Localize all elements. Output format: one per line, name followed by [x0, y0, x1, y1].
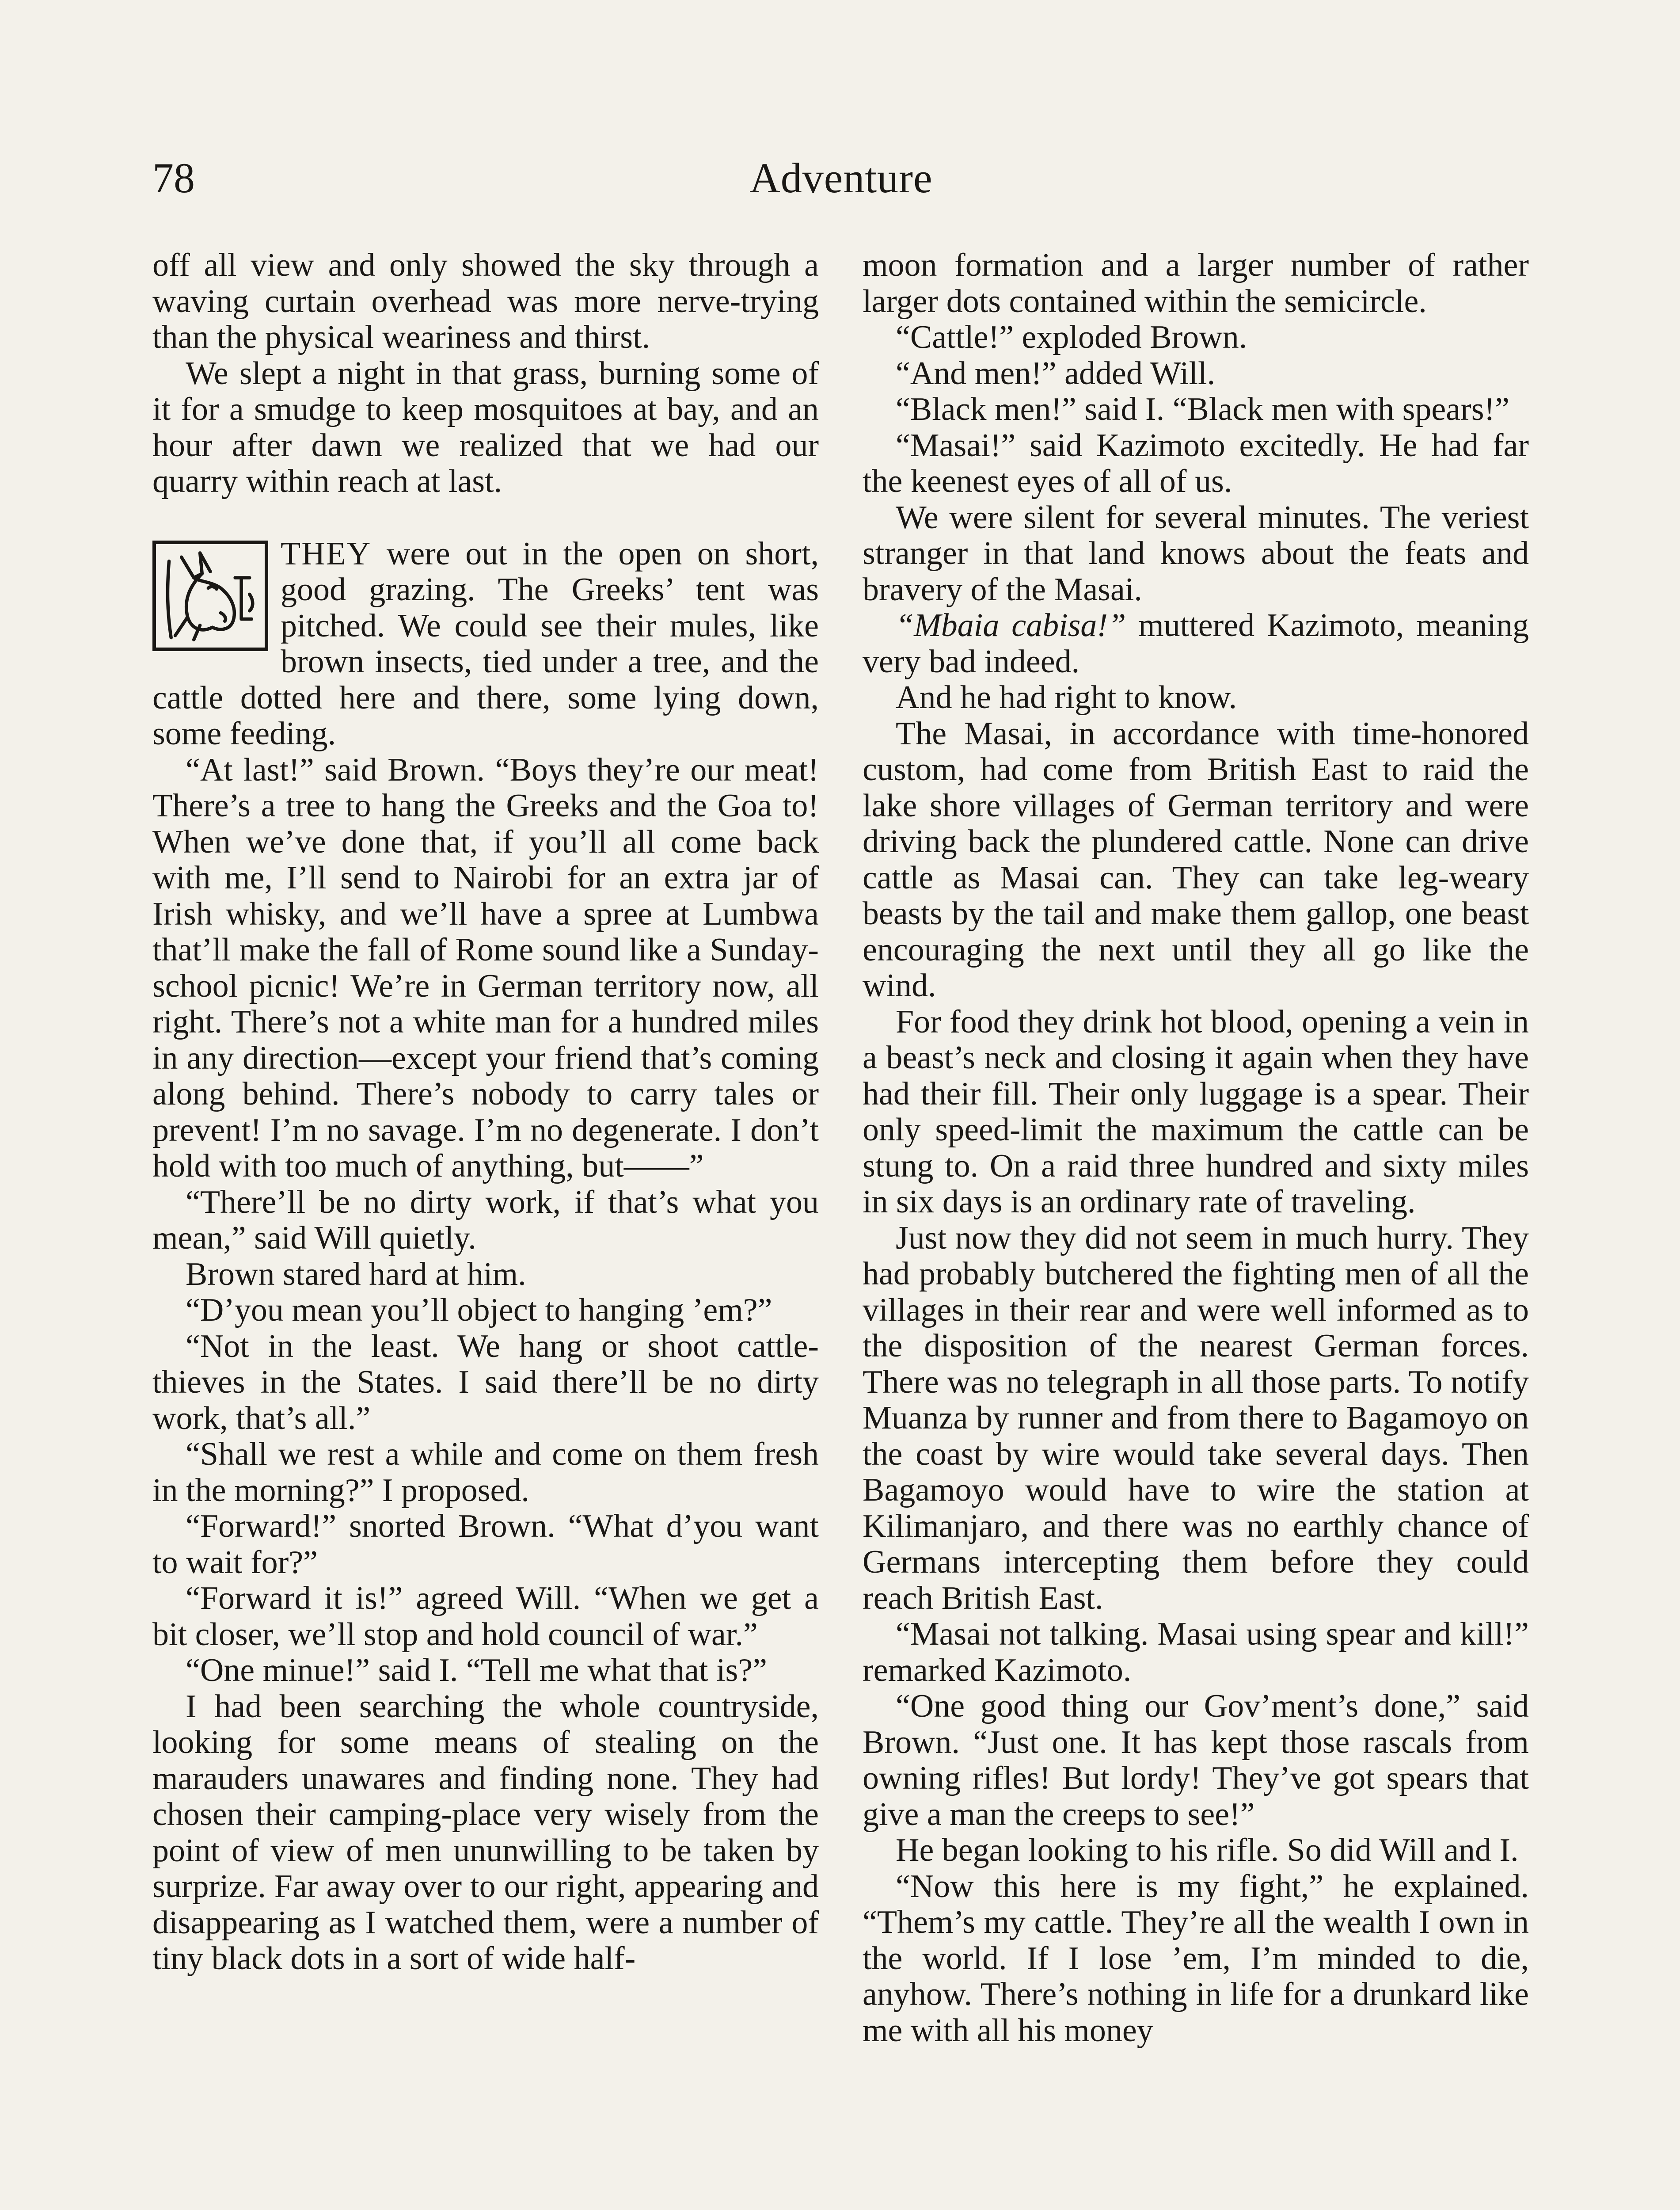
- page-number: 78: [152, 154, 195, 202]
- paragraph: “One good thing our Gov’ment’s done,” said Brown. “Just one. It has kept those rascals from owning rifles! But lordy! They’ve got spears that give a man the creeps to see!”: [863, 1688, 1529, 1833]
- paragraph: “At last!” said Brown. “Boys they’re our meat! There’s a tree to hang the Greeks and the Goa to! When we’ve done that, if you’ll all come back with me, I’ll send to Nairobi for an extra jar of Irish whisky, and we’ll have a spree at Lumbwa that’ll make the fall of Rome sound like a Sunday-school picnic! We’re in German territory now, all right. There’s not a white man for a hundred miles in any direction—except your friend that’s coming along behind. There’s nobody to carry tales or prevent! I’m no savage. I’m no degenerate. I don’t hold with too much of anything, but——”: [152, 751, 819, 1184]
- paragraph: The Masai, in accordance with time-honored custom, had come from British East to raid the lake shore villages of German territory and were driving back the plundered cattle. None can drive cattle as Masai can. They can take leg-weary beasts by the tail and make them gallop, one beast encouraging the next until they all go like the wind.: [863, 715, 1529, 1004]
- section-opening: [152, 536, 819, 752]
- paragraph: For food they drink hot blood, opening a vein in a beast’s neck and closing it again when they have had their fill. Their only luggage is a spear. Their only speed-limit the maximum the cattle can be stung to. On a raid three hundred and sixty miles in six days is an ordinary rate of traveling.: [863, 1003, 1529, 1220]
- paragraph: “Forward!” snorted Brown. “What d’you want to wait for?”: [152, 1508, 819, 1581]
- section-opening-word: THEY: [281, 535, 372, 572]
- paragraph: And he had right to know.: [896, 679, 1237, 716]
- paragraph: “Masai not talking. Masai using spear and kill!” remarked Kazimoto.: [863, 1616, 1529, 1688]
- article-body: [152, 248, 1529, 2210]
- right-column: [863, 248, 1529, 2210]
- paragraph: “Forward it is!” agreed Will. “When we get a bit closer, we’ll stop and hold council of war.”: [152, 1580, 819, 1653]
- paragraph: He began looking to his rifle. So did Will and I.: [896, 1832, 1519, 1868]
- paragraph: off all view and only showed the sky through a waving curtain overhead was more nerve-trying than the physical weariness and thirst.: [152, 247, 819, 355]
- paragraph: [863, 608, 1529, 680]
- paragraph: Just now they did not seem in much hurry. They had probably butchered the fighting men of all the villages in their rear and were well informed as to the disposition of the nearest German forces. There was no telegraph in all those parts. To notify Muanza by runner and from there to Bagamoyo on the coast by wire would take several days. Then Bagamoyo would have to wire the station at Kilimanjaro, and there was no earthly chance of Germans intercepting them before they could reach British East.: [863, 1219, 1529, 1616]
- paragraph: “Cattle!” exploded Brown.: [896, 319, 1247, 355]
- swahili-phrase: “Mbaia cabisa!”: [896, 607, 1126, 644]
- paragraph: We were silent for several minutes. The veriest stranger in that land knows about the feats and bravery of the Masai.: [863, 499, 1529, 608]
- paragraph: “Not in the least. We hang or shoot cattle-thieves in the States. I said there’ll be no dirty work, that’s all.”: [152, 1328, 819, 1436]
- paragraph: “One minue!” said I. “Tell me what that is?”: [186, 1652, 768, 1688]
- section-opening-text: were out in the open on short, good grazing. The Greeks’ tent was pitched. We could see their mules, like brown insects, tied under a tree, and the cattle dotted here and there, some lying down, some feeding.: [152, 535, 819, 752]
- mule-head-icon: [152, 541, 268, 651]
- page-header: [152, 154, 1530, 210]
- paragraph: “And men!” added Will.: [896, 355, 1216, 392]
- paragraph: “Now this here is my fight,” he explained. “Them’s my cattle. They’re all the wealth I own in the world. If I lose ’em, I’m minded to die, anyhow. There’s nothing in life for a drunkard like me with all his money: [863, 1868, 1529, 2049]
- paragraph: We slept a night in that grass, burning some of it for a smudge to keep mosquitoes at bay, and an hour after dawn we realized that we had our quarry within reach at last.: [152, 355, 819, 499]
- paragraph: “Black men!” said I. “Black men with spears!”: [896, 391, 1510, 427]
- running-title: Adventure: [749, 154, 933, 202]
- paragraph: “Masai!” said Kazimoto excitedly. He had far the keenest eyes of all of us.: [863, 427, 1529, 499]
- paragraph-text: muttered Kazimoto, meaning very bad indeed.: [863, 607, 1529, 680]
- paragraph: Brown stared hard at him.: [186, 1256, 526, 1292]
- paragraph: “D’you mean you’ll object to hanging ’em?”: [186, 1292, 772, 1328]
- paragraph: “Shall we rest a while and come on them fresh in the morning?” I proposed.: [152, 1436, 819, 1509]
- paragraph: I had been searching the whole countryside, looking for some means of stealing on the marauders unawares and finding none. They had chosen their camping-place very wisely from the point of view of men ununwilling to be taken by surprize. Far away over to our right, appearing and disappearing as I watched them, were a number of tiny black dots in a sort of wide half-: [152, 1688, 819, 1977]
- mule-head-drawing: [159, 547, 262, 645]
- paragraph: moon formation and a larger number of rather larger dots contained within the semicircle.: [863, 247, 1529, 320]
- paragraph: “There’ll be no dirty work, if that’s what you mean,” said Will quietly.: [152, 1184, 819, 1256]
- left-column: [152, 248, 819, 2210]
